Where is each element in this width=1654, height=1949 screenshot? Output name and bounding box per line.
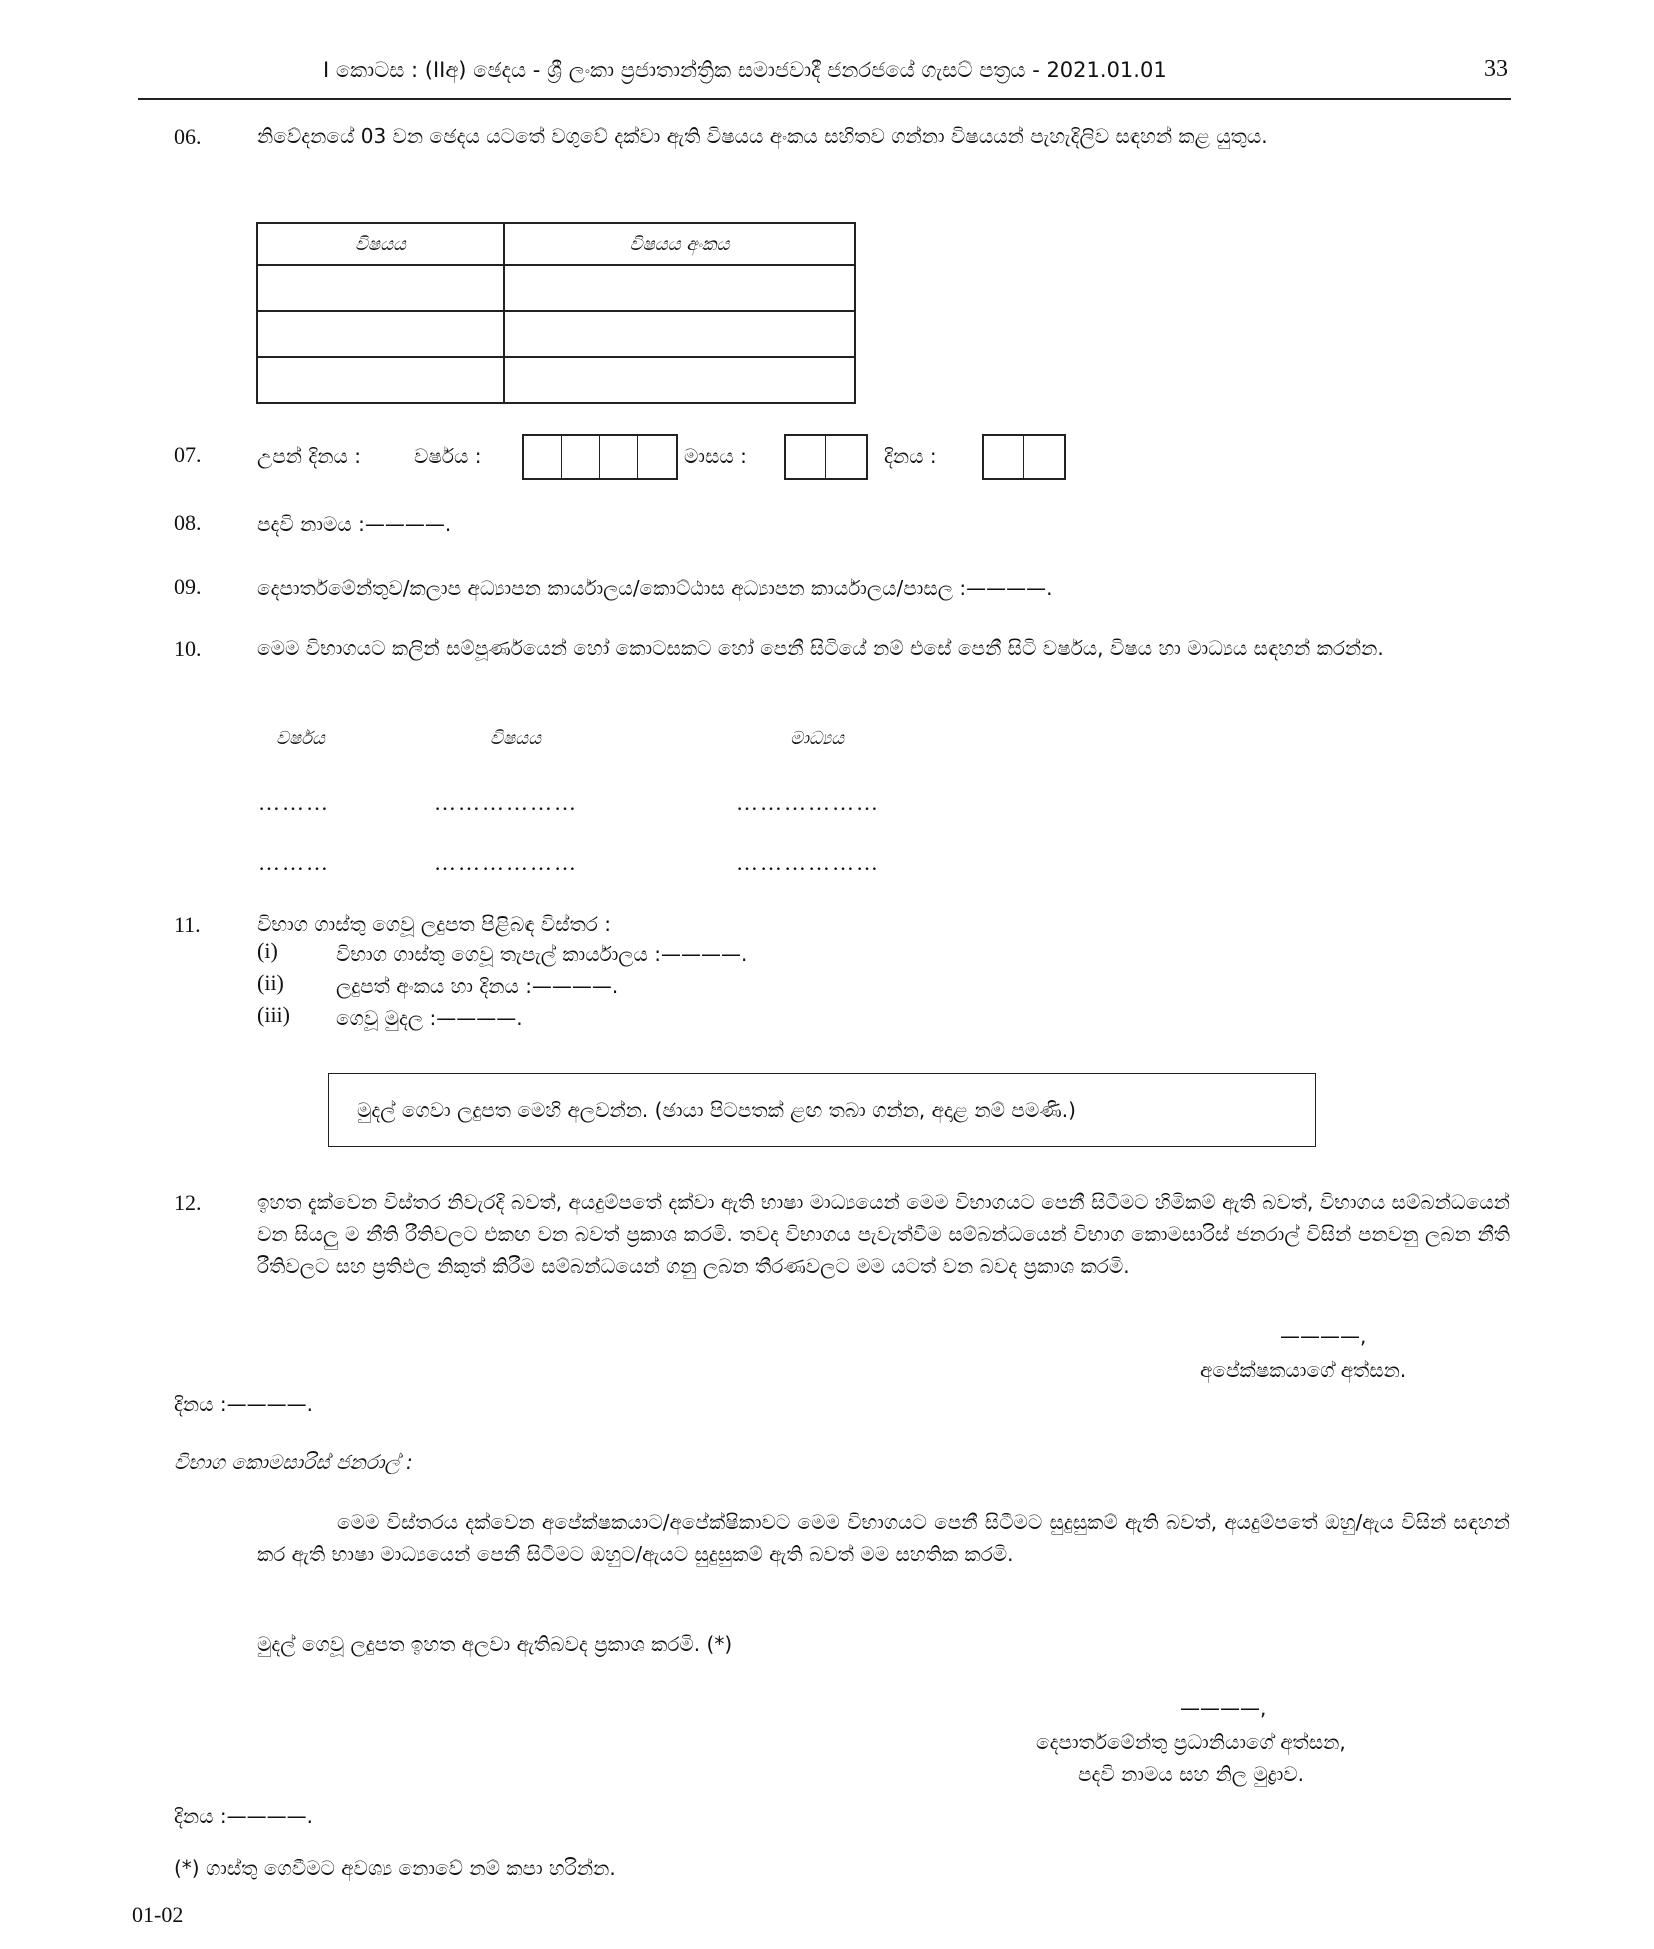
subject-cell[interactable] <box>257 311 504 357</box>
item-12-number: 12. <box>174 1190 202 1215</box>
item-09-number: 09. <box>174 574 202 599</box>
signature-line: ————, <box>1280 1324 1367 1348</box>
page-number: 33 <box>1484 56 1508 82</box>
item-10-number: 10. <box>174 636 202 661</box>
month-boxes[interactable] <box>784 434 868 480</box>
prev-medium-header: මාධ්‍යය <box>790 728 845 749</box>
year-boxes[interactable] <box>522 434 678 480</box>
table-row <box>257 311 855 357</box>
day-boxes[interactable] <box>982 434 1066 480</box>
subject-number-cell[interactable] <box>504 357 855 403</box>
item-08-number: 08. <box>174 510 202 535</box>
dotted-field: ……………… <box>434 850 578 875</box>
subitem-marker: (iii) <box>257 1002 290 1027</box>
item-11-number: 11. <box>174 912 201 937</box>
item-11-title: විභාග ගාස්තු ගෙවූ ලදුපත පිළිබඳ විස්තර : <box>257 912 611 936</box>
receipt-declaration: මුදල් ගෙවූ ලදුපත ඉහත අලවා ඇතිබවද ප්‍රකාශ කරමි. (*) <box>257 1632 733 1656</box>
designation-field: පදවි නාමය :————. <box>257 512 452 536</box>
designation-seal-label: පදවි නාමය සහ නිල මුද්‍රාව. <box>1078 1762 1305 1786</box>
subject-table <box>256 222 856 404</box>
table-row <box>257 357 855 403</box>
table-row <box>257 265 855 311</box>
footer-code: 01-02 <box>132 1902 184 1927</box>
commissioner-heading: විභාග කොමසාරිස් ජනරාල් : <box>174 1450 413 1474</box>
date-field: දිනය :————. <box>174 1392 313 1416</box>
subject-cell[interactable] <box>257 357 504 403</box>
subject-column-header: විෂයය <box>257 223 504 265</box>
subject-number-column-header: විෂයය අංකය <box>504 223 855 265</box>
date-field: දිනය :————. <box>174 1804 313 1828</box>
applicant-signature-label: අපේක්ෂකයාගේ අත්සන. <box>1200 1358 1407 1382</box>
dotted-field: ……………… <box>434 790 578 815</box>
certification-text: මෙම විස්තරය දක්වෙන අපේක්ෂකයාට/අපේක්ෂිකාවට මෙම විභාගයට පෙනී සිටීමට සුදුසුකම් ඇති බවත්, අයදුම්පතේ ඔහු/ඇය විසින් සඳහන් කර ඇති භාෂා මාධ්‍යයෙන් පෙනී සිටීමට ඔහුට/ඇයට සුදුසුකම් ඇති බවත් මම සහතික කරමි. <box>257 1510 1510 1566</box>
signature-line: ————, <box>1180 1696 1267 1720</box>
post-office-field: විභාග ගාස්තු ගෙවූ තැපැල් කාර්යාලය :————. <box>336 942 748 966</box>
day-label: දිනය : <box>884 444 937 468</box>
item-10-text: මෙම විභාගයට කලින් සම්පූර්ණයෙන් හෝ කොටසකට හෝ පෙනී සිටියේ නම් එසේ පෙනී සිටි වර්ෂය, විෂය හා මාධ්‍යය සඳහන් කරන්න. <box>257 636 1384 660</box>
receipt-number-field: ලදුපත් අංකය හා දිනය :————. <box>336 974 619 998</box>
footnote: (*) ගාස්තු ගෙවීමට අවශ්‍ය නොවේ නම් කපා හරින්න. <box>174 1856 616 1880</box>
header-rule <box>138 98 1511 100</box>
dotted-field: ……… <box>258 790 330 815</box>
month-label: මාසය : <box>684 444 747 468</box>
amount-paid-field: ගෙවූ මුදල :————. <box>336 1006 523 1030</box>
workplace-field: දෙපාර්තමේන්තුව/කලාප අධ්‍යාපන කාර්යාලය/කොට්ඨාස අධ්‍යාපන කාර්යාලය/පාසල :————. <box>257 576 1053 600</box>
subitem-marker: (i) <box>257 938 278 963</box>
item-06-text: නිවේදනයේ 03 වන ඡෙදය යටතේ වගුවේ දක්වා ඇති විෂයය අංකය සහිතව ගන්නා විෂයයන් පැහැදිලිව සඳහන් කළ යුතුය. <box>257 124 1268 148</box>
year-label: වර්ෂය : <box>414 444 482 468</box>
subitem-marker: (ii) <box>257 970 284 995</box>
prev-year-header: වර්ෂය <box>276 728 325 749</box>
page-header: I කොටස : (IIඅ) ඡෙදය - ශ්‍රී ලංකා ප්‍රජාතාන්ත්‍රික සමාජවාදී ජනරජයේ ගැසට් පත්‍රය - 2021.01.01 <box>323 58 1167 82</box>
dotted-field: ……………… <box>736 850 880 875</box>
dotted-field: ……………… <box>736 790 880 815</box>
dotted-field: ……… <box>258 850 330 875</box>
item-06-number: 06. <box>174 124 202 149</box>
subject-cell[interactable] <box>257 265 504 311</box>
receipt-box-text: මුදල් ගෙවා ලදුපත මෙහි අලවන්න. (ඡායා පිටපතක් ළඟ තබා ගන්න, අදාළ නම් පමණි.) <box>357 1098 1076 1122</box>
subject-number-cell[interactable] <box>504 311 855 357</box>
head-signature-label: දෙපාර්තමේන්තු ප්‍රධානියාගේ අත්සන, <box>1036 1730 1346 1754</box>
subject-number-cell[interactable] <box>504 265 855 311</box>
item-07-number: 07. <box>174 442 202 467</box>
receipt-paste-box <box>328 1073 1316 1147</box>
prev-subject-header: විෂයය <box>490 728 542 749</box>
birth-date-label: උපන් දිනය : <box>257 444 361 468</box>
declaration-text: ඉහත දැක්වෙන විස්තර නිවැරදි බවත්, අයදුම්පතේ දක්වා ඇති භාෂා මාධ්‍යයෙන් මෙම විභාගයට පෙනී සිටීමට හිමිකම් ඇති බවත්, විභාගය සම්බන්ධයෙන් වන සියලු ම නීති රීතිවලට එකඟ වන බවත් ප්‍රකාශ කරමි. තවද විභාගය පැවැත්වීම සම්බන්ධයෙන් විභාග කොමසාරිස් ජනරාල් විසින් පනවනු ලබන නීති රීතිවලට සහ ප්‍රතිඵල නිකුත් කිරීම සම්බන්ධයෙන් ගනු ලබන තීරණවලට මම යටත් වන බවද ප්‍රකාශ කරමි. <box>257 1190 1510 1278</box>
